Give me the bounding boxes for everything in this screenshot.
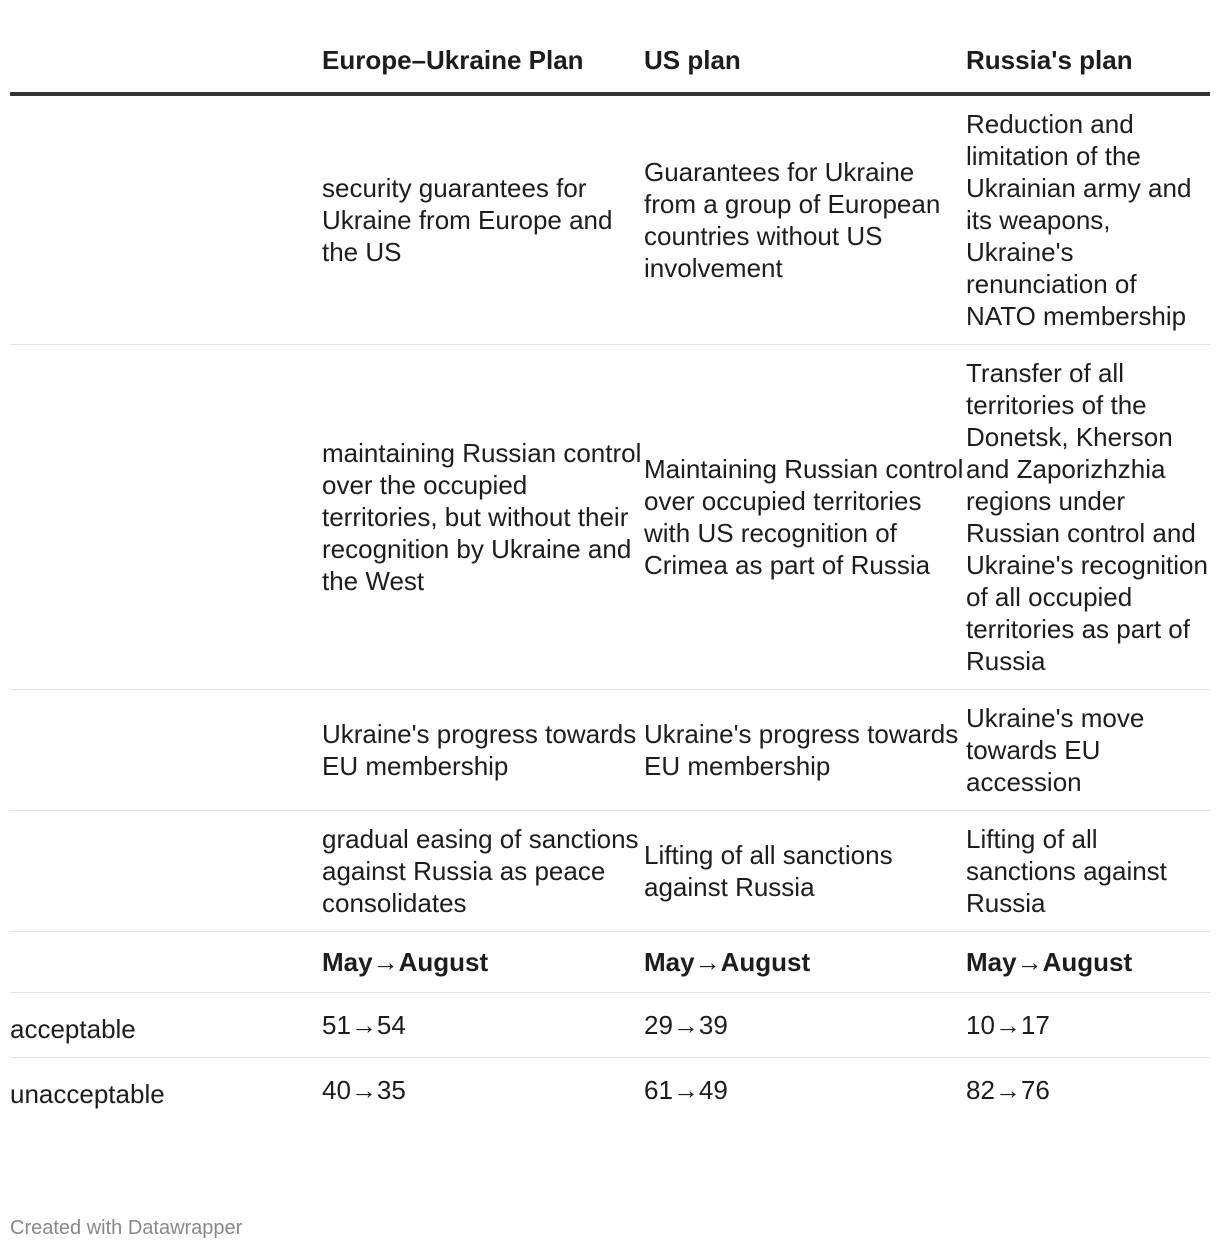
cell-europe-ukraine: Ukraine's progress towards EU membership <box>322 690 644 811</box>
cell-europe-ukraine: gradual easing of sanctions against Russia as peace consolidates <box>322 811 644 932</box>
value-russia: 82→76 <box>966 1075 1050 1105</box>
header-europe-ukraine-plan: Europe–Ukraine Plan <box>322 44 644 94</box>
datawrapper-credit: Created with Datawrapper <box>10 1217 243 1239</box>
cell-russia: Lifting of all sanctions against Russia <box>966 811 1210 932</box>
cell-us: Guarantees for Ukraine from a group of European countries without US involvement <box>644 94 966 345</box>
cell-russia: Reduction and limitation of the Ukrainian army and its weapons, Ukraine's renunciation of NATO membership <box>966 94 1210 345</box>
table-row-acceptable <box>10 993 1210 1058</box>
row-label-acceptable: acceptable <box>10 993 322 1058</box>
value-russia: 10→17 <box>966 993 1210 1058</box>
cell-russia: Transfer of all territories of the Donetsk, Kherson and Zaporizhzhia regions under Russian control and Ukraine's recognition of all occupied territories as part of Russia <box>966 345 1210 690</box>
subheader-label <box>10 932 322 993</box>
row-label <box>10 690 322 811</box>
value-europe-ukraine: 40→35 <box>322 1075 406 1105</box>
subheader-us: May→August <box>644 932 966 993</box>
table-row-period-subheader <box>10 932 1210 993</box>
cell-us: Maintaining Russian control over occupied territories with US recognition of Crimea as part of Russia <box>644 345 966 690</box>
comparison-table-container <box>10 44 1210 1122</box>
row-label <box>10 94 322 345</box>
header-empty-cell <box>10 44 322 94</box>
value-us: 61→49 <box>644 1075 728 1105</box>
subheader-europe-ukraine: May→August <box>322 932 644 993</box>
cell-europe-ukraine: security guarantees for Ukraine from Europe and the US <box>322 94 644 345</box>
table-row-territories <box>10 345 1210 690</box>
comparison-table <box>10 44 1210 1122</box>
table-row-eu-membership <box>10 690 1210 811</box>
header-row <box>10 44 1210 94</box>
row-label-unacceptable: unacceptable <box>10 1079 165 1109</box>
cell-russia: Ukraine's move towards EU accession <box>966 690 1210 811</box>
table-row-unacceptable <box>10 1058 1210 1123</box>
table-row-sanctions <box>10 811 1210 932</box>
cell-us: Lifting of all sanctions against Russia <box>644 811 966 932</box>
cell-europe-ukraine: maintaining Russian control over the occupied territories, but without their recognition by Ukraine and the West <box>322 345 644 690</box>
row-label <box>10 345 322 690</box>
cell-us: Ukraine's progress towards EU membership <box>644 690 966 811</box>
subheader-russia: May→August <box>966 932 1210 993</box>
table-row-security <box>10 94 1210 345</box>
header-russia-plan: Russia's plan <box>966 44 1210 94</box>
value-europe-ukraine: 51→54 <box>322 993 644 1058</box>
header-us-plan: US plan <box>644 44 966 94</box>
value-us: 29→39 <box>644 993 966 1058</box>
row-label <box>10 811 322 932</box>
